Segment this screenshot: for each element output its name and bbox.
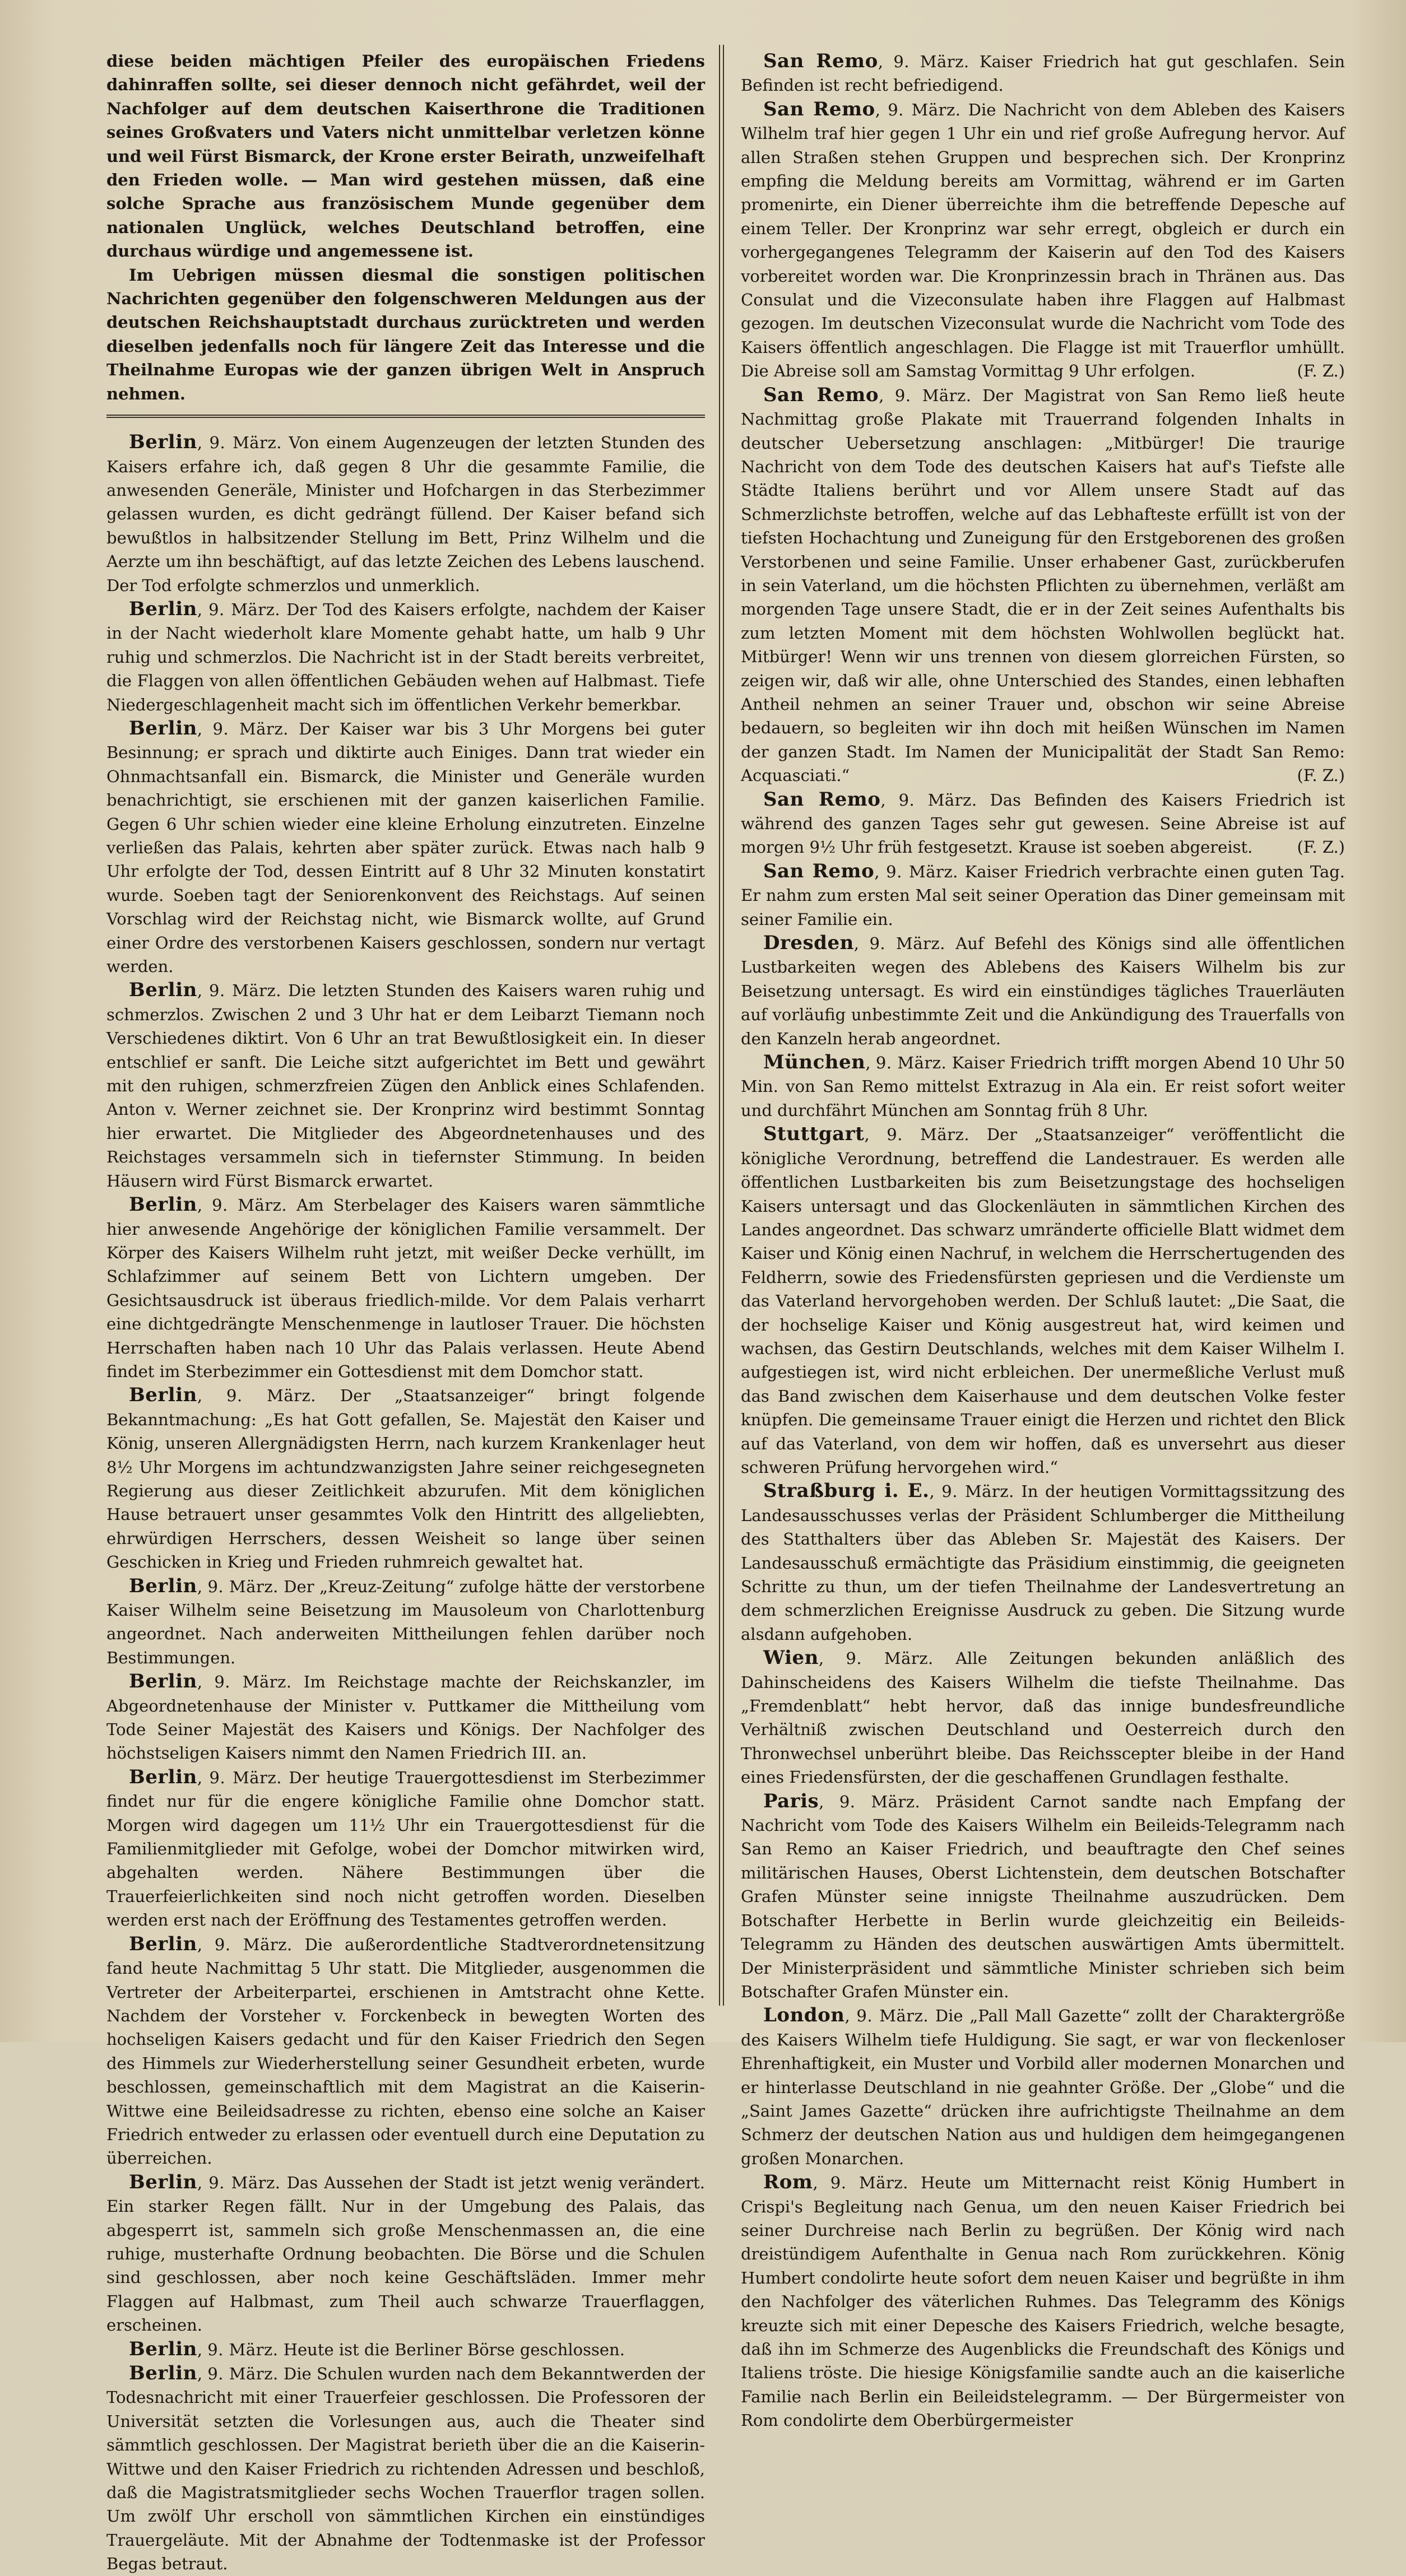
dispatch-dateline-place: Berlin — [129, 1193, 197, 1216]
dispatch-dateline-place: Berlin — [129, 597, 197, 620]
dispatch-dateline-place: San Remo — [763, 788, 881, 811]
dispatch-source-signature: (F. Z.) — [1297, 361, 1345, 381]
lead-commentary — [106, 49, 705, 406]
dispatch-list — [106, 430, 705, 2576]
dispatch-dateline-place: Berlin — [129, 979, 197, 1002]
dispatch-date: 9. März. — [207, 2364, 279, 2383]
news-dispatch: Stuttgart, 9. März. Der „Staatsanzeiger“ veröffentlicht die königliche Verordnung, betreffend die Landestrauer. Es werden alle öffentlichen Lustbarkeiten bis zum Beisetzungstage des hochseligen Kaisers untersagt und das Glockenläuten in sämmtlichen Kirchen des Landes angeordnet. Das schwarz umränderte officielle Blatt widmet dem Kaiser und König einen Nachruf, in welchem die Herrschertugenden des Feldherrn, sowie des Friedensfürsten gepriesen und die Verdienste um das Vaterland hervorgehoben werden. Der Schluß lautet: „Die Saat, die der hochselige Kaiser und König ausgestreut hat, wird keimen und wachsen, das Gestirn Deutschlands, welches mit dem Kaiser Wilhelm I. aufgestiegen ist, wird nicht erbleichen. Der unermeßliche Verlust muß das Band zwischen dem Kaiserhause und dem deutschen Volke fester knüpfen. Die gemeinsame Trauer einigt die Herzen und richtet den Blick auf das Vaterland, von dem wir hoffen, daß es unversehrt aus dieser schweren Prüfung hervorgehen wird.“ — [741, 1123, 1345, 1477]
news-dispatch: Berlin, 9. März. Im Reichstage machte der Reichskanzler, im Abgeordnetenhause der Minister v. Puttkamer die Mittheilung vom Tode Seiner Majestät des Kaisers und Königs. Der Nachfolger des höchstseligen Kaisers nimmt den Namen Friedrich III. an. — [106, 1670, 705, 1763]
dispatch-text: Der Magistrat von San Remo ließ heute Nachmittag große Plakate mit Trauerrand folgenden Inhalts in deutscher Uebersetzung anschlagen: „Mitbürger! Die traurige Nachricht von dem Tode des deutschen Kaisers hat auf's Tiefste alle Städte Italiens berührt und vor Allem unsere Stadt auf das Schmerzlichste betroffen, welche auf das Lebhafteste erfüllt ist von der tiefsten Hochachtung und Zuneigung für den Erstgeborenen des großen Verstorbenen und seine Familie. Unser erhabener Gast, zurückberufen in sein Vaterland, um die höchsten Pflichten zu übernehmen, verläßt am morgenden Tage unsere Stadt, die er in der Zeit seines Aufenthalts bis zum letzten Moment mit dem höchsten Wohlwollen beglückt hat. Mitbürger! Wenn wir uns trennen von diesem glorreichen Fürsten, so zeigen wir, daß wir alle, ohne Unterschied des Standes, einen lebhaften Antheil nehmen an seiner Trauer und, obschon wir seine Abreise bedauern, so begleiten wir ihn doch mit heißen Wünschen im Namen der ganzen Stadt. Im Namen der Municipalität der Stadt San Remo: Acquasciati.“ — [741, 385, 1345, 785]
dispatch-date: 9. März. — [207, 1577, 279, 1596]
dispatch-date: 9. März. — [875, 1053, 947, 1073]
dispatch-dateline-place: Berlin — [129, 1932, 197, 1955]
news-dispatch: Berlin, 9. März. Der „Kreuz-Zeitung“ zufolge hätte der verstorbene Kaiser Wilhelm seine Beisetzung im Mausoleum von Charlottenburg angeordnet. Nach anderweiten Mittheilungen fehlen darüber noch Bestimmungen. — [106, 1574, 706, 1667]
dispatch-text: Der Kaiser war bis 3 Uhr Morgens bei guter Besinnung; er sprach und diktirte auch Einiges. Dann trat wieder ein Ohnmachtsanfall ein. Bismarck, die Minister und Generäle wurden benachrichtigt, sie erschienen mit der ganzen kaiserlichen Familie. Gegen 6 Uhr schien wieder eine kleine Erholung einzutreten. Einzelne verließen das Palais, kehrten aber später zurück. Etwas nach halb 9 Uhr erfolgte der Tod, dessen Eintritt auf 8 Uhr 32 Minuten konstatirt wurde. Soeben tagt der Seniorenkonvent des Reichstags. Auf seinen Vorschlag wird der Reichstag nicht, wie Bismarck wollte, auf Grund einer Ordre des verstorbenen Kaisers geschlossen, sondern nur vertagt werden. — [106, 719, 706, 977]
dispatch-dateline-place: Paris — [763, 1789, 819, 1812]
news-dispatch: Berlin, 9. März. Die außerordentliche Stadtverordnetensitzung fand heute Nachmittag 5 Uhr statt. Die Mitglieder, ausgenommen die Vertreter der Arbeiterpartei, erschienen in Amtstracht ohne Kette. Nachdem der Vorsteher v. Forckenbeck in bewegten Worten des hochseligen Kaisers gedacht und für den Kaiser Friedrich den Segen des Himmels zur Wiederherstellung seiner Gesundheit erbeten, wurde beschlossen, gemeinschaftlich mit dem Magistrat an die Kaiserin-Wittwe eine Beileidsadresse zu richten, ebenso eine solche an Kaiser Friedrich entweder zu erlassen oder eventuell durch eine Deputation zu überreichen. — [106, 1932, 706, 2168]
dispatch-text: Heute ist die Berliner Börse geschlossen. — [283, 2340, 625, 2359]
dispatch-text: Der „Staatsanzeiger“ bringt folgende Bekanntmachung: „Es hat Gott gefallen, Se. Majestät den Kaiser und König, unseren Allergnädigsten Herrn, nach kurzem Krankenlager heut 8½ Uhr Morgens im achtundzwanzigsten Jahre seiner reichgesegneten Regierung aus dieser Zeitlichkeit abzurufen. Mit dem königlichen Hause betrauert unser gesammtes Volk den Hintritt des allgeliebten, ehrwürdigen Herrschers, dessen Weisheit so lange über seinen Geschicken in Krieg und Frieden ruhmreich gewaltet hat. — [106, 1386, 706, 1572]
section-divider — [106, 415, 705, 418]
dispatch-dateline-place: Dresden — [763, 932, 854, 955]
dispatch-text: Die letzten Stunden des Kaisers waren ruhig und schmerzlos. Zwischen 2 und 3 Uhr hat er dem Leibarzt Tiemann noch Verschiedenes diktirt. Von 6 Uhr an trat Bewußtlosigkeit ein. In dieser entschlief er sanft. Die Leiche sitzt aufgerichtet im Bett und gewährt mit den ruhigen, schmerzfreien Zügen den Anblick eines Schlafenden. Anton v. Werner zeichnet sie. Der Kronprinz wird bestimmt Sonntag hier erwartet. Die Mitglieder des Abgeordnetenhauses und des Reichstages versammeln sich in tiefernster Stimmung. In beiden Häusern wird Fürst Bismarck erwartet. — [106, 981, 705, 1191]
dispatch-dateline-place: Berlin — [129, 1765, 197, 1788]
dispatch-dateline-place: San Remo — [763, 859, 875, 882]
dispatch-dateline-place: Berlin — [129, 1670, 197, 1693]
dispatch-source-signature: (F. Z.) — [1297, 838, 1345, 857]
dispatch-date: 9. März. — [212, 719, 289, 738]
dispatch-text: Kaiser Friedrich trifft morgen Abend 10 Uhr 50 Min. von San Remo mittelst Extrazug in Ala ein. Er reist sofort weiter und durchfährt München am Sonntag früh 8 Uhr. — [741, 1053, 1345, 1120]
dispatch-dateline-place: München — [763, 1051, 866, 1074]
dispatch-text: Auf Befehl des Königs sind alle öffentlichen Lustbarkeiten wegen des Ablebens des Kaisers Wilhelm bis zur Beisetzung untersagt. Es wird ein einstündiges tägliches Trauerläuten auf vorläufig unbestimmte Zeit und die Ankündigung des Trauerfalls von den Kanzeln herab angeordnet. — [741, 934, 1345, 1048]
dispatch-dateline-place: Berlin — [129, 717, 197, 740]
news-dispatch: San Remo, 9. März. Kaiser Friedrich hat gut geschlafen. Sein Befinden ist recht befriedigend. — [741, 50, 1345, 95]
dispatch-text: Heute um Mitternacht reist König Humbert in Crispi's Begleitung nach Genua, um den neuen Kaiser Friedrich bei seiner Durchreise nach Berlin zu begrüßen. Der König wird nach dreistündigem Aufenthalte in Genua nach Rom zurückkehren. König Humbert condolirte heute sofort dem neuen Kaiser und begrüßte in ihm den Nachfolger des väterlichen Ruhmes. Das Telegramm des Königs kreuzte sich mit einer Depesche des Kaisers Friedrich, welche besagte, daß ihn im Schmerze des Augenblicks die Freundschaft des Königs und Italiens tröste. Die hiesige Königsfamilie sandte auch an die kaiserliche Familie nach Berlin ein Beileidstelegramm. — Der Bürgermeister von Rom condolirte dem Oberbürgermeister — [741, 2173, 1345, 2430]
dispatch-dateline-place: Berlin — [129, 1574, 197, 1597]
news-dispatch: Berlin, 9. März. Von einem Augenzeugen der letzten Stunden des Kaisers erfahre ich, daß gegen 8 Uhr die gesammte Familie, die anwesenden Generäle, Minister und Hofchargen in das Sterbezimmer gelassen wurden, es dicht gedrängt füllend. Der Kaiser befand sich bewußtlos in halbsitzender Stellung im Bett, Prinz Wilhelm und die Aerzte um ihn beschäftigt, auf das letzte Zeichen des Lebens lauschend. Der Tod erfolgte schmerzlos und unmerklich. — [106, 431, 706, 595]
dispatch-date: 9. März. — [214, 1935, 293, 1954]
dispatch-dateline-place: Berlin — [129, 431, 197, 454]
dispatch-text: Der heutige Trauergottesdienst im Sterbezimmer findet nur für die engere königliche Familie ohne Domchor statt. Morgen wird dagegen um 11½ Uhr ein Trauergottesdienst für die Familienmitglieder mit Gefolge, wobei der Domchor mitwirken wird, abgehalten werden. Nähere Bestimmungen über die Trauerfeierlichkeiten sind noch nicht getroffen worden. Dieselben werden erst nach der Eröffnung des Testamentes getroffen werden. — [106, 1768, 705, 1930]
news-dispatch: Dresden, 9. März. Auf Befehl des Königs sind alle öffentlichen Lustbarkeiten wegen des Ablebens des Kaisers Wilhelm bis zur Beisetzung untersagt. Es wird ein einstündiges tägliches Trauerläuten auf vorläufig unbestimmte Zeit und die Ankündigung des Trauerfalls von den Kanzeln herab angeordnet. — [741, 932, 1345, 1048]
dispatch-date: 9. März. — [209, 1768, 282, 1787]
dispatch-dateline-place: Straßburg i. E. — [763, 1480, 930, 1503]
dispatch-date: 9. März. — [207, 2340, 279, 2359]
dispatch-dateline-place: San Remo — [763, 97, 875, 120]
dispatch-source-signature: (F. Z.) — [1297, 766, 1345, 785]
dispatch-date: 9. März. — [226, 1386, 316, 1406]
news-dispatch: Berlin, 9. März. Der heutige Trauergottesdienst im Sterbezimmer findet nur für die engere königliche Familie ohne Domchor statt. Morgen wird dagegen um 11½ Uhr ein Trauergottesdienst für die Familienmitglieder mit Gefolge, wobei der Domchor mitwirken wird, abgehalten werden. Nähere Bestimmungen über die Trauerfeierlichkeiten sind noch nicht getroffen worden. Dieselben werden erst nach der Eröffnung des Testamentes getroffen werden. — [106, 1765, 705, 1930]
news-dispatch: San Remo, 9. März. Das Befinden des Kaisers Friedrich ist während des ganzen Tages sehr gut gewesen. Seine Abreise ist auf morgen 9½ Uhr früh festgesetzt. Krause ist soeben abgereist. (F. Z.) — [741, 788, 1345, 859]
news-dispatch: Straßburg i. E., 9. März. In der heutigen Vormittagssitzung des Landesausschusses verlas der Präsident Schlumberger die Mittheilung des Statthalters über das Ableben Sr. Majestät des Kaisers. Der Landesausschuß ermächtigte das Präsidium einstimmig, die geeigneten Schritte zu thun, um der tiefen Theilnahme der Landesvertretung an dem schmerzlichen Ereignisse Ausdruck zu geben. Die Sitzung wurde alsdann aufgehoben. — [741, 1480, 1345, 1644]
dispatch-dateline-place: Wien — [763, 1647, 819, 1670]
dispatch-text: Die „Pall Mall Gazette“ zollt der Charaktergröße des Kaisers Wilhelm tiefe Huldigung. Sie sagt, er war von fleckenloser Ehrenhaftigkeit, ein Muster und Vorbild aller modernen Monarchen und er hinterlasse Deutschland in nie geahnter Größe. Der „Globe“ und die „Saint James Gazette“ drücken ihre aufrichtigste Theilnahme an dem Schmerz der deutschen Nation aus und huldigen dem heimgegangenen großen Monarchen. — [741, 2006, 1345, 2168]
dispatch-dateline-place: Stuttgart — [763, 1123, 865, 1146]
dispatch-text: Der Tod des Kaisers erfolgte, nachdem der Kaiser in der Nacht wiederholt klare Momente gehabt hatte, um halb 9 Uhr ruhig und schmerzlos. Die Nachricht ist in der Stadt bereits verbreitet, die Flaggen von allen öffentlichen Gebäuden wehen auf Halbmast. Tiefe Niedergeschlagenheit macht sich im öffentlichen Verkehr bemerkbar. — [106, 599, 705, 714]
dispatch-date: 9. März. — [898, 790, 977, 810]
lead-paragraph: Im Uebrigen müssen diesmal die sonstigen politischen Nachrichten gegenüber den folgenschweren Meldungen aus der deutschen Reichshauptstadt durchaus zurücktreten und werden dieselben jedenfalls noch für längere Zeit das Interesse und die Theilnahme Europas wie der ganzen übrigen Welt in Anspruch nehmen. — [106, 265, 705, 403]
dispatch-text: Das Aussehen der Stadt ist jetzt wenig verändert. Ein starker Regen fällt. Nur in der Umgebung des Palais, das abgesperrt ist, sammeln sich große Menschenmassen an, die eine ruhige, musterhafte Ordnung beobachten. Die Börse und die Schulen sind geschlossen, aber noch keine Geschäftsläden. Immer mehr Flaggen auf Halbmast, zum Theil auch schwarze Trauerflaggen, erscheinen. — [106, 2173, 706, 2335]
dispatch-date: 9. März. — [888, 100, 961, 119]
news-dispatch: Paris, 9. März. Präsident Carnot sandte nach Empfang der Nachricht vom Tode des Kaisers Wilhelm ein Beileids-Telegramm nach San Remo an Kaiser Friedrich, und beauftragte den Chef seines militärischen Hauses, Oberst Lichtenstein, dem deutschen Botschafter Grafen Münster seine innigste Theilnahme auszudrücken. Dem Botschafter Herbette in Berlin wurde gleichzeitig ein Beileids-Telegramm zu Händen des deutschen auswärtigen Amts übermittelt. Der Ministerpräsident und sämmtliche Minister schrieben sich beim Botschafter Grafen Münster ein. — [741, 1789, 1345, 2001]
dispatch-text: Der „Staatsanzeiger“ veröffentlicht die königliche Verordnung, betreffend die Landestrauer. Es werden alle öffentlichen Lustbarkeiten bis zum Beisetzungstage des hochseligen Kaisers untersagt und das Glockenläuten in sämmtlichen Kirchen des Landes angeordnet. Das schwarz umränderte officielle Blatt widmet dem Kaiser und König einen Nachruf, in welchem die Herrschertugenden des Feldherrn, sowie des Friedensfürsten gepriesen und die Verdienste um das Vaterland hervorgehoben werden. Der Schluß lautet: „Die Saat, die der hochselige Kaiser und König ausgestreut hat, wird keimen und wachsen, das Gestirn Deutschlands, welches mit dem Kaiser Wilhelm I. aufgestiegen ist, wird nicht erbleichen. Der unermeßliche Verlust muß das Band zwischen dem Kaiserhause und dem deutschen Volke fester knüpfen. Die gemeinsame Trauer einigt die Herzen und richtet den Blick auf das Vaterland, von dem wir hoffen, daß es unversehrt aus dieser schweren Prüfung hervorgehen wird.“ — [741, 1125, 1345, 1477]
dispatch-date: 9. März. — [212, 1196, 287, 1215]
dispatch-text: Das Befinden des Kaisers Friedrich ist während des ganzen Tages sehr gut gewesen. Seine Abreise ist auf morgen 9½ Uhr früh festgesetzt. Krause ist soeben abgereist. — [741, 790, 1345, 857]
news-dispatch: Berlin, 9. März. Die letzten Stunden des Kaisers waren ruhig und schmerzlos. Zwischen 2 und 3 Uhr hat er dem Leibarzt Tiemann noch Verschiedenes diktirt. Von 6 Uhr an trat Bewußtlosigkeit ein. In dieser entschlief er sanft. Die Leiche sitzt aufgerichtet im Bett und gewährt mit den ruhigen, schmerzfreien Zügen den Anblick eines Schlafenden. Anton v. Werner zeichnet sie. Der Kronprinz wird bestimmt Sonntag hier erwartet. Die Mitglieder des Abgeordnetenhauses und des Reichstages versammeln sich in tiefernster Stimmung. In beiden Häusern wird Fürst Bismarck erwartet. — [106, 979, 705, 1191]
dispatch-text: In der heutigen Vormittagssitzung des Landesausschusses verlas der Präsident Schlumberger die Mittheilung des Statthalters über das Ableben Sr. Majestät des Kaisers. Der Landesausschuß ermächtigte das Präsidium einstimmig, die geeigneten Schritte zu thun, um der tiefen Theilnahme der Landesvertretung an dem schmerzlichen Ereignisse Ausdruck zu geben. Die Sitzung wurde alsdann aufgehoben. — [741, 1482, 1345, 1644]
news-dispatch: San Remo, 9. März. Der Magistrat von San Remo ließ heute Nachmittag große Plakate mit Trauerrand folgenden Inhalts in deutscher Uebersetzung anschlagen: „Mitbürger! Die traurige Nachricht von dem Tode des deutschen Kaisers hat auf's Tiefste alle Städte Italiens berührt und vor Allem unsere Stadt auf das Schmerzlichste betroffen, welche auf das Lebhafteste erfüllt ist von der tiefsten Hochachtung und Zuneigung für den Erstgeborenen des großen Verstorbenen und seine Familie. Unser erhabener Gast, zurückberufen in sein Vaterland, um die höchsten Pflichten zu übernehmen, verläßt am morgenden Tage unsere Stadt, die er in der Zeit seines Aufenthalts bis zum letzten Moment mit dem höchsten Wohlwollen beglückt hat. Mitbürger! Wenn wir uns trennen von diesem glorreichen Fürsten, so zeigen wir, daß wir alle, ohne Unterschied des Standes, einen lebhaften Antheil nehmen an seiner Trauer und, obschon wir seine Abreise bedauern, so begleiten wir ihn doch mit heißen Wünschen im Namen der ganzen Stadt. Im Namen der Municipalität der Stadt San Remo: Acquasciati.“ (F. Z.) — [741, 383, 1345, 788]
news-dispatch: Wien, 9. März. Alle Zeitungen bekunden anläßlich des Dahinscheidens des Kaisers Wilhelm die tiefste Theilnahme. Das „Fremdenblatt“ hebt hervor, daß das innige bundesfreundliche Verhältniß zwischen Deutschland und Oesterreich durch den Thronwechsel unberührt bleibe. Das Reichsscepter bleibe in der Hand eines Friedensfürsten, der die geschaffenen Grundlagen festhalte. — [741, 1647, 1345, 1787]
left-column — [106, 49, 706, 2574]
dispatch-text: Kaiser Friedrich verbrachte einen guten Tag. Er nahm zum ersten Mal seit seiner Operation das Diner gemeinsam mit seiner Familie ein. — [741, 862, 1345, 929]
news-dispatch: Berlin, 9. März. Das Aussehen der Stadt ist jetzt wenig verändert. Ein starker Regen fällt. Nur in der Umgebung des Palais, das abgesperrt ist, sammeln sich große Menschenmassen an, die eine ruhige, musterhafte Ordnung beobachten. Die Börse und die Schulen sind geschlossen, aber noch keine Geschäftsläden. Immer mehr Flaggen auf Halbmast, zum Theil auch schwarze Trauerflaggen, erscheinen. — [106, 2170, 706, 2335]
news-dispatch: München, 9. März. Kaiser Friedrich trifft morgen Abend 10 Uhr 50 Min. von San Remo mittelst Extrazug in Ala ein. Er reist sofort weiter und durchfährt München am Sonntag früh 8 Uhr. — [741, 1051, 1345, 1120]
news-dispatch: London, 9. März. Die „Pall Mall Gazette“ zollt der Charaktergröße des Kaisers Wilhelm tiefe Huldigung. Sie sagt, er war von fleckenloser Ehrenhaftigkeit, ein Muster und Vorbild aller modernen Monarchen und er hinterlasse Deutschland in nie geahnter Größe. Der „Globe“ und die „Saint James Gazette“ drücken ihre aufrichtigste Theilnahme an dem Schmerz der deutschen Nation aus und huldigen dem heimgegangenen großen Monarchen. — [741, 2004, 1345, 2168]
dispatch-text: Alle Zeitungen bekunden anläßlich des Dahinscheidens des Kaisers Wilhelm die tiefste Theilnahme. Das „Fremdenblatt“ hebt hervor, daß das innige bundesfreundliche Verhältniß zwischen Deutschland und Oesterreich durch den Thronwechsel unberührt bleibe. Das Reichsscepter bleibe in der Hand eines Friedensfürsten, der die geschaffenen Grundlagen festhalte. — [741, 1649, 1345, 1787]
dispatch-date: 9. März. — [846, 1649, 934, 1668]
dispatch-date: 9. März. — [209, 433, 282, 453]
dispatch-text: Kaiser Friedrich hat gut geschlafen. Sein Befinden ist recht befriedigend. — [741, 52, 1345, 95]
dispatch-date: 9. März. — [208, 2173, 281, 2192]
news-dispatch: Berlin, 9. März. Am Sterbelager des Kaisers waren sämmtliche hier anwesende Angehörige der königlichen Familie versammelt. Der Körper des Kaisers Wilhelm ruht jetzt, mit weißer Decke verhüllt, im Schlafzimmer auf seinem Bett von Lichtern umgeben. Der Gesichtsausdruck ist überaus friedlich-milde. Vor dem Palais verharrt eine dichtgedrängte Menschenmenge in lautloser Trauer. Die höchsten Herrschaften haben nach 10 Uhr das Palais verlassen. Heute Abend findet im Sterbezimmer ein Gottesdienst mit dem Domchor statt. — [106, 1193, 706, 1381]
dispatch-dateline-place: Berlin — [129, 1384, 197, 1407]
dispatch-dateline-place: Berlin — [129, 2362, 197, 2384]
lead-paragraph: diese beiden mächtigen Pfeiler des europäischen Friedens dahinraffen sollte, sei dieser dennoch nicht gefährdet, weil der Nachfolger auf dem deutschen Kaiserthrone die Traditionen seines Großvaters und Vaters nicht unmittelbar verletzen könne und weil Fürst Bismarck, der Krone erster Beirath, unzweifelhaft den Frieden wolle. — Man wird gestehen müssen, daß eine solche Sprache aus französischem Munde gegenüber dem nationalen Unglück, welches Deutschland betroffen, eine durchaus würdige und angemessene ist. — [106, 52, 705, 261]
dispatch-text: Im Reichstage machte der Reichskanzler, im Abgeordnetenhause der Minister v. Puttkamer die Mittheilung vom Tode Seiner Majestät des Kaisers und Königs. Der Nachfolger des höchstseligen Kaisers nimmt den Namen Friedrich III. an. — [106, 1672, 705, 1763]
dispatch-date: 9. März. — [214, 1672, 292, 1692]
news-dispatch: Berlin, 9. März. Der Kaiser war bis 3 Uhr Morgens bei guter Besinnung; er sprach und diktirte auch Einiges. Dann trat wieder ein Ohnmachtsanfall ein. Bismarck, die Minister und Generäle wurden benachrichtigt, sie erschienen mit der ganzen kaiserlichen Familie. Gegen 6 Uhr schien wieder eine kleine Erholung einzutreten. Einzelne verließen das Palais, kehrten aber später zurück. Etwas nach halb 9 Uhr erfolgte der Tod, dessen Eintritt auf 8 Uhr 32 Minuten konstatirt wurde. Soeben tagt der Seniorenkonvent des Reichstags. Auf seinen Vorschlag wird der Reichstag nicht, wie Bismarck wollte, auf Grund einer Ordre des verstorbenen Kaisers geschlossen, sondern nur vertagt werden. — [106, 717, 706, 977]
dispatch-date: 9. März. — [830, 2173, 908, 2193]
dispatch-date: 9. März. — [839, 1792, 921, 1811]
dispatch-date: 9. März. — [209, 981, 282, 1001]
right-column — [741, 49, 1345, 2430]
dispatch-date: 9. März. — [894, 385, 972, 405]
dispatch-date: 9. März. — [893, 52, 969, 71]
dispatch-text: Präsident Carnot sandte nach Empfang der Nachricht vom Tode des Kaisers Wilhelm ein Beileids-Telegramm nach San Remo an Kaiser Friedrich, und beauftragte den Chef seines militärischen Hauses, Oberst Lichtenstein, dem deutschen Botschafter Grafen Münster seine innigste Theilnahme auszudrücken. Dem Botschafter Herbette in Berlin wurde gleichzeitig ein Beileids-Telegramm zu Händen des deutschen auswärtigen Amts übermittelt. Der Ministerpräsident und sämmtliche Minister schrieben sich beim Botschafter Grafen Münster ein. — [741, 1792, 1345, 2001]
dispatch-date: 9. März. — [887, 1125, 969, 1145]
news-dispatch: Rom, 9. März. Heute um Mitternacht reist König Humbert in Crispi's Begleitung nach Genua, um den neuen Kaiser Friedrich bei seiner Durchreise nach Berlin zu begrüßen. Der König wird nach dreistündigem Aufenthalte in Genua nach Rom zurückkehren. König Humbert condolirte heute sofort dem neuen Kaiser und begrüßte in ihm den Nachfolger des väterlichen Ruhmes. Das Telegramm des Königs kreuzte sich mit einer Depesche des Kaisers Friedrich, welche besagte, daß ihn im Schmerze des Augenblicks die Freundschaft des Königs und Italiens tröste. Die hiesige Königsfamilie sandte auch an die kaiserliche Familie nach Berlin ein Beileidstelegramm. — Der Bürgermeister von Rom condolirte dem Oberbürgermeister — [741, 2171, 1345, 2430]
news-dispatch: San Remo, 9. März. Die Nachricht von dem Ableben des Kaisers Wilhelm traf hier gegen 1 Uhr ein und rief große Aufregung hervor. Auf allen Straßen stehen Gruppen und besprechen sich. Der Kronprinz empfing die Meldung bereits am Vormittag, während er im Garten promenirte, ein Diener überreichte ihm die betreffende Depesche auf einem Teller. Der Kronprinz war sehr erregt, obgleich er durch ein vorhergegangenes Telegramm der Kaiserin auf den Tod des Kaisers vorbereitet worden war. Die Kronprinzessin brach in Thränen aus. Das Consulat und die Vizeconsulate haben ihre Flaggen auf Halbmast gezogen. Im deutschen Vizeconsulat wurde die Nachricht vom Tode des Kaisers öffentlich angeschlagen. Die Flagge ist mit Trauerflor umhüllt. Die Abreise soll am Samstag Vormittag 9 Uhr erfolgen. (F. Z.) — [741, 97, 1345, 383]
dispatch-dateline-place: London — [763, 2004, 845, 2027]
dispatch-text: Der „Kreuz-Zeitung“ zufolge hätte der verstorbene Kaiser Wilhelm seine Beisetzung im Mausoleum von Charlottenburg angeordnet. Nach anderweiten Mittheilungen fehlen darüber noch Bestimmungen. — [106, 1577, 706, 1667]
dispatch-dateline-place: San Remo — [763, 50, 878, 72]
dispatch-date: 9. März. — [208, 599, 281, 619]
column-divider — [719, 45, 724, 2006]
dispatch-text: Von einem Augenzeugen der letzten Stunden des Kaisers erfahre ich, daß gegen 8 Uhr die gesammte Familie, die anwesenden Generäle, Minister und Hofchargen in das Sterbezimmer gelassen wurden, es dicht gedrängt füllend. Der Kaiser befand sich bewußtlos in halbsitzender Stellung im Bett, Prinz Wilhelm und die Aerzte um ihn beschäftigt, auf das letzte Zeichen des Lebens lauschend. Der Tod erfolgte schmerzlos und unmerklich. — [106, 433, 706, 595]
dispatch-date: 9. März. — [886, 862, 958, 881]
news-dispatch: Berlin, 9. März. Heute ist die Berliner Börse geschlossen. — [129, 2337, 625, 2360]
dispatch-dateline-place: San Remo — [763, 383, 879, 406]
dispatch-dateline-place: Rom — [763, 2171, 813, 2194]
dispatch-text: Am Sterbelager des Kaisers waren sämmtliche hier anwesende Angehörige der königlichen Familie versammelt. Der Körper des Kaisers Wilhelm ruht jetzt, mit weißer Decke verhüllt, im Schlafzimmer auf seinem Bett von Lichtern umgeben. Der Gesichtsausdruck ist überaus friedlich-milde. Vor dem Palais verharrt eine dichtgedrängte Menschenmenge in lautloser Trauer. Die höchsten Herrschaften haben nach 10 Uhr das Palais verlassen. Heute Abend findet im Sterbezimmer ein Gottesdienst mit dem Domchor statt. — [106, 1196, 706, 1381]
news-dispatch: Berlin, 9. März. Der Tod des Kaisers erfolgte, nachdem der Kaiser in der Nacht wiederholt klare Momente gehabt hatte, um halb 9 Uhr ruhig und schmerzlos. Die Nachricht ist in der Stadt bereits verbreitet, die Flaggen von allen öffentlichen Gebäuden wehen auf Halbmast. Tiefe Niedergeschlagenheit macht sich im öffentlichen Verkehr bemerkbar. — [106, 597, 705, 714]
dispatch-dateline-place: Berlin — [129, 2170, 197, 2193]
dispatch-date: 9. März. — [941, 1482, 1014, 1501]
dispatch-dateline-place: Berlin — [129, 2337, 197, 2360]
news-dispatch: San Remo, 9. März. Kaiser Friedrich verbrachte einen guten Tag. Er nahm zum ersten Mal seit seiner Operation das Diner gemeinsam mit seiner Familie ein. — [741, 859, 1345, 929]
news-dispatch: Berlin, 9. März. Der „Staatsanzeiger“ bringt folgende Bekanntmachung: „Es hat Gott gefallen, Se. Majestät den Kaiser und König, unseren Allergnädigsten Herrn, nach kurzem Krankenlager heut 8½ Uhr Morgens im achtundzwanzigsten Jahre seiner reichgesegneten Regierung aus dieser Zeitlichkeit abzurufen. Mit dem königlichen Hause betrauert unser gesammtes Volk den Hintritt des allgeliebten, ehrwürdigen Herrschers, dessen Weisheit so lange über seinen Geschicken in Krieg und Frieden ruhmreich gewaltet hat. — [106, 1384, 706, 1572]
dispatch-text: Die Schulen wurden nach dem Bekanntwerden der Todesnachricht mit einer Trauerfeier geschlossen. Die Professoren der Universität setzten die Vorlesungen aus, auch die Theater sind sämmtlich geschlossen. Der Magistrat berieth über die an die Kaiserin-Wittwe und den Kaiser Friedrich zu richtenden Adressen und beschloß, daß die Magistratsmitglieder sechs Wochen Trauerflor tragen sollen. Um zwölf Uhr erscholl von sämmtlichen Kirchen ein einstündiges Trauergeläute. Mit der Abnahme der Todtenmaske ist der Professor Begas betraut. — [106, 2364, 706, 2574]
dispatch-list — [741, 49, 1345, 2433]
news-dispatch: Berlin, 9. März. Die Schulen wurden nach dem Bekanntwerden der Todesnachricht mit einer Trauerfeier geschlossen. Die Professoren der Universität setzten die Vorlesungen aus, auch die Theater sind sämmtlich geschlossen. Der Magistrat berieth über die an die Kaiserin-Wittwe und den Kaiser Friedrich zu richtenden Adressen und beschloß, daß die Magistratsmitglieder sechs Wochen Trauerflor tragen sollen. Um zwölf Uhr erscholl von sämmtlichen Kirchen ein einstündiges Trauergeläute. Mit der Abnahme der Todtenmaske ist der Professor Begas betraut. — [106, 2362, 706, 2574]
dispatch-date: 9. März. — [856, 2006, 929, 2026]
dispatch-date: 9. März. — [869, 934, 945, 954]
dispatch-text: Die außerordentliche Stadtverordnetensitzung fand heute Nachmittag 5 Uhr statt. Die Mitglieder, ausgenommen die Vertreter der Arbeiterpartei, erschienen in Amtstracht ohne Kette. Nachdem der Vorsteher v. Forckenbeck in bewegten Worten des hochseligen Kaisers gedacht und für den Kaiser Friedrich den Segen des Himmels zur Wiederherstellung seiner Gesundheit erbeten, wurde beschlossen, gemeinschaftlich mit dem Magistrat an die Kaiserin-Wittwe eine Beileidsadresse zu richten, ebenso eine solche an Kaiser Friedrich entweder zu erlassen oder eventuell durch eine Deputation zu überreichen. — [106, 1935, 706, 2168]
dispatch-text: Die Nachricht von dem Ableben des Kaisers Wilhelm traf hier gegen 1 Uhr ein und rief große Aufregung hervor. Auf allen Straßen stehen Gruppen und besprechen sich. Der Kronprinz empfing die Meldung bereits am Vormittag, während er im Garten promenirte, ein Diener überreichte ihm die betreffende Depesche auf einem Teller. Der Kronprinz war sehr erregt, obgleich er durch ein vorhergegangenes Telegramm der Kaiserin auf den Tod des Kaisers vorbereitet worden war. Die Kronprinzessin brach in Thränen aus. Das Consulat und die Vizeconsulate haben ihre Flaggen auf Halbmast gezogen. Im deutschen Vizeconsulat wurde die Nachricht vom Tode des Kaisers öffentlich angeschlagen. Die Flagge ist mit Trauerflor umhüllt. Die Abreise soll am Samstag Vormittag 9 Uhr erfolgen. — [741, 100, 1345, 381]
